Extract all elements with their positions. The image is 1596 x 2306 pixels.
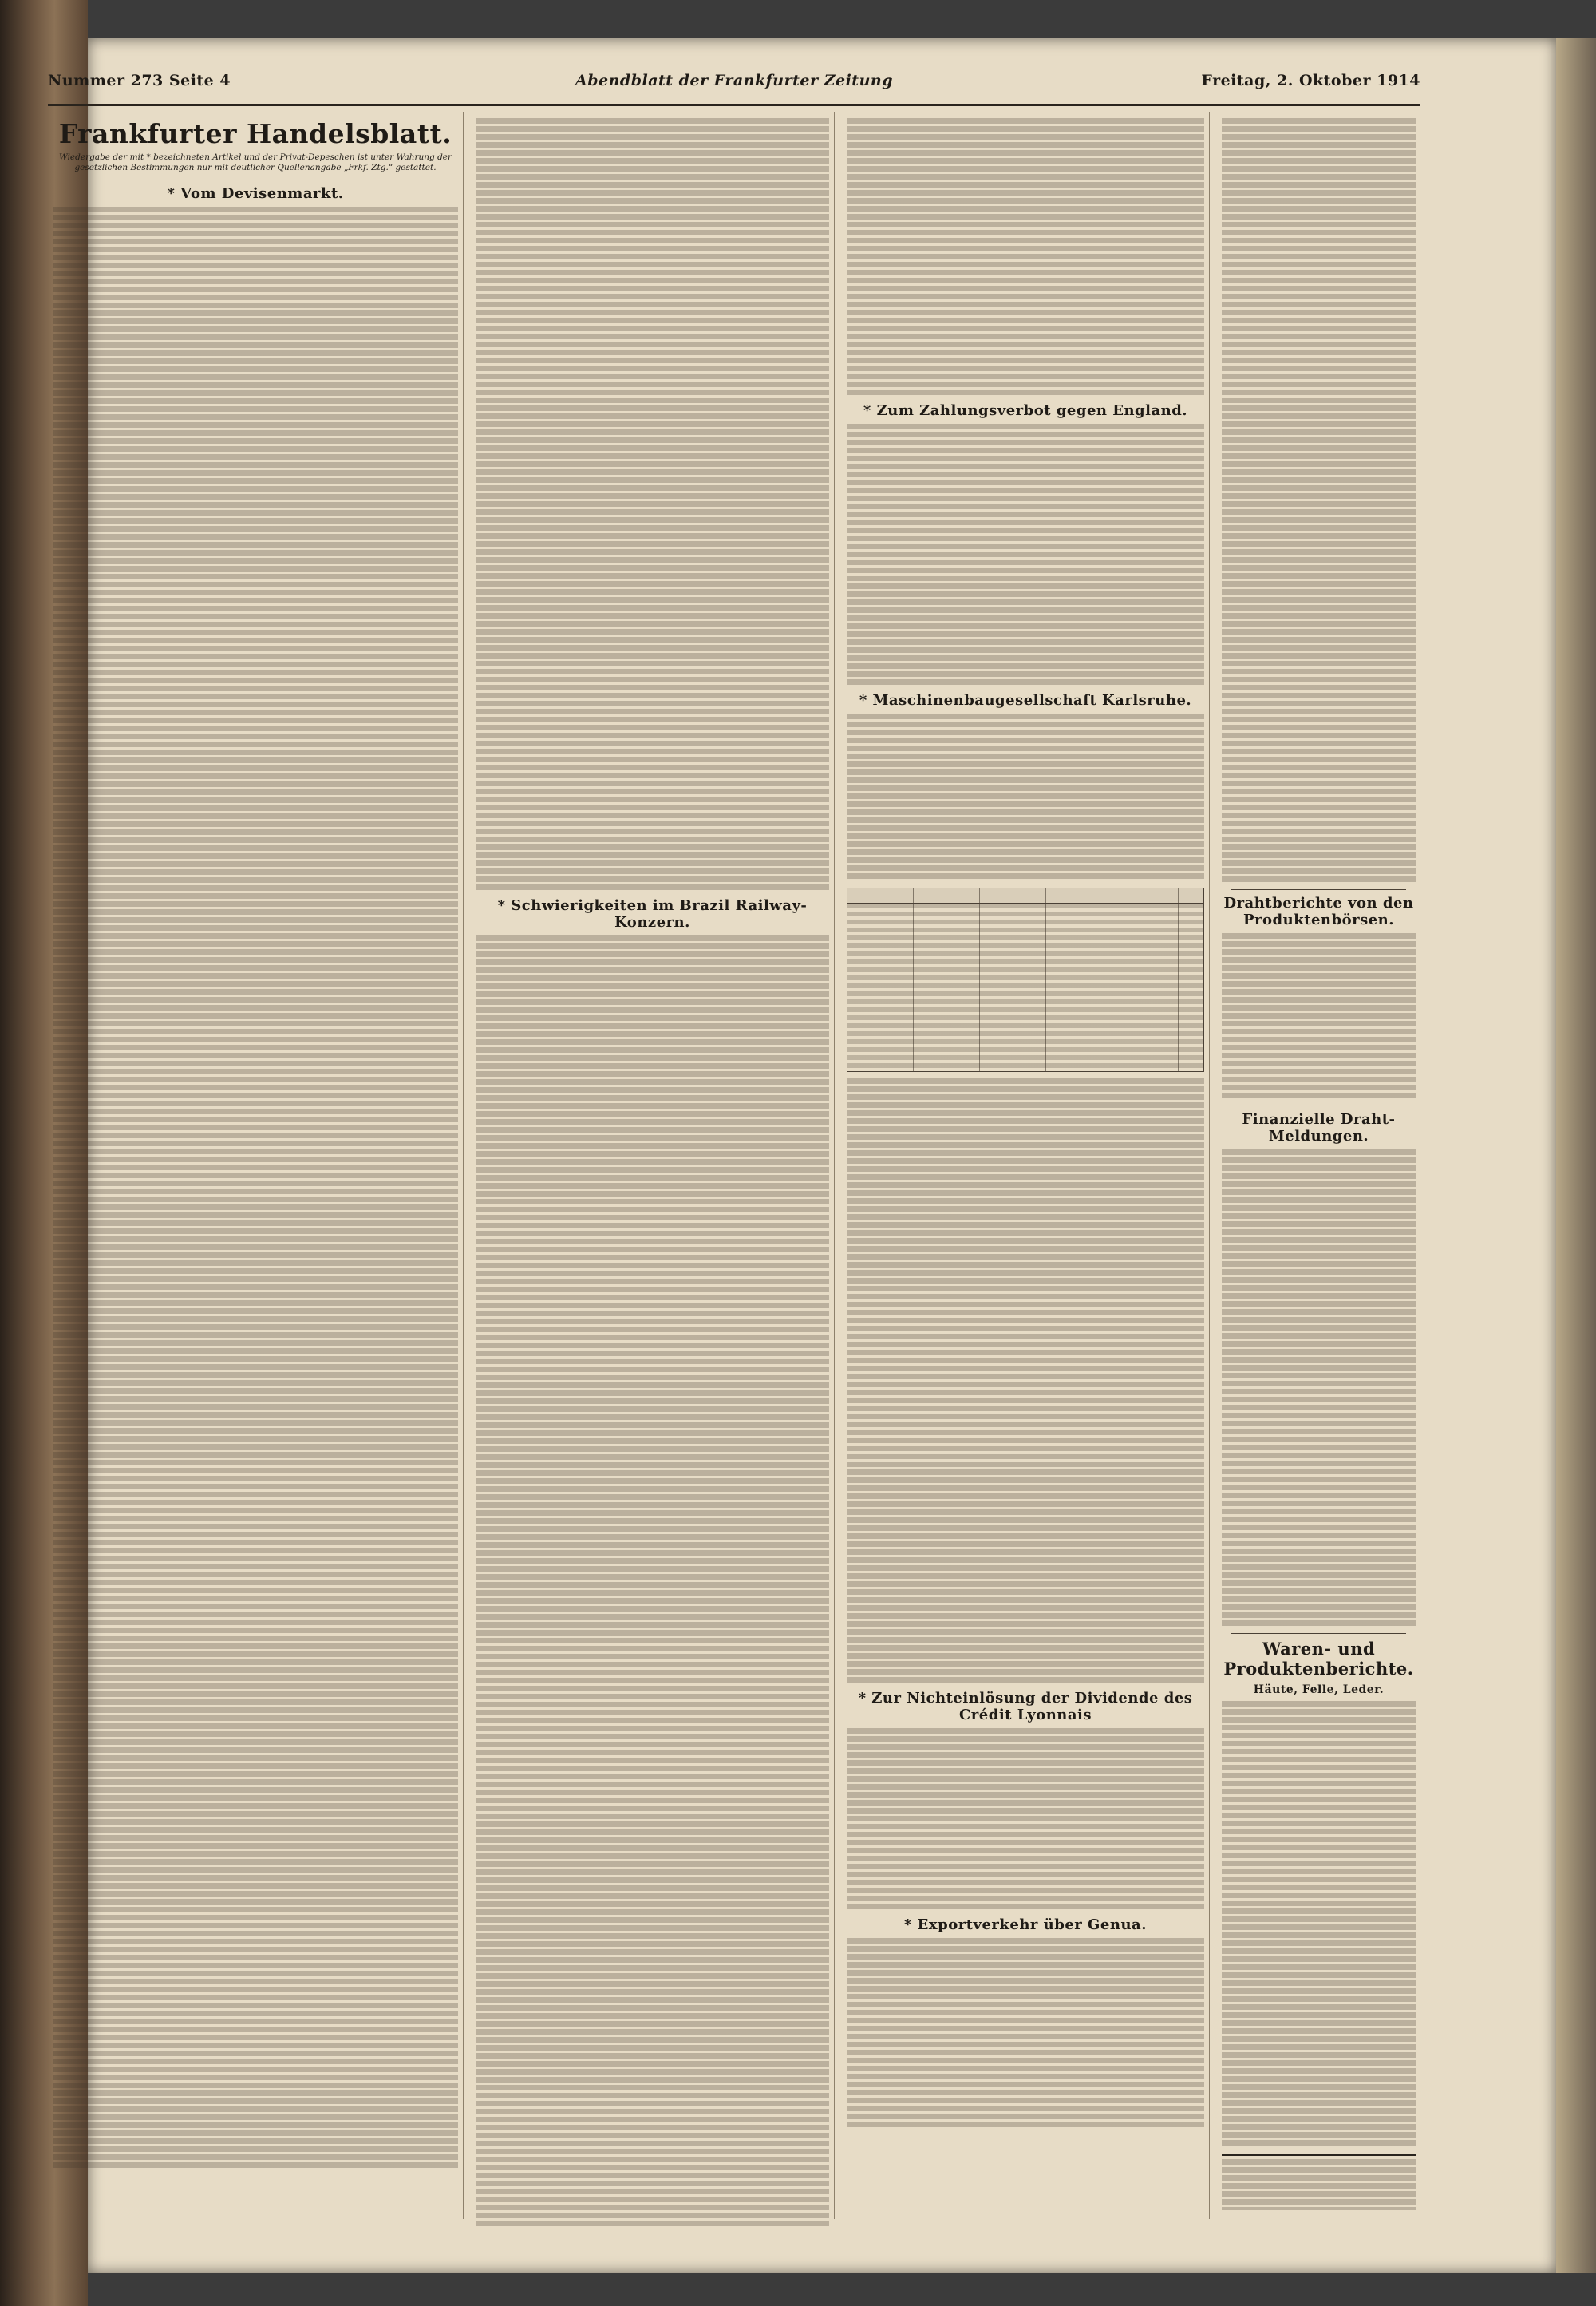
section-title-warenberichte: Waren- und Produktenberichte.	[1223, 1639, 1414, 1679]
subsection-title-haeute: Häute, Felle, Leder.	[1253, 1683, 1385, 1696]
divider	[1231, 1633, 1406, 1634]
divider	[1231, 889, 1406, 890]
section-body-warenberichte	[1222, 1701, 1416, 2148]
section-title-finanzielle-meldungen: Finanzielle Draht-Meldungen.	[1242, 1111, 1396, 1145]
financial-table	[847, 888, 1204, 1072]
article-body-credit-lyonnais	[847, 1728, 1204, 1912]
article-body-maschinenbau	[847, 714, 1204, 881]
column-1	[48, 112, 464, 2219]
masthead	[48, 72, 1420, 106]
page-edge	[1556, 38, 1596, 2273]
newspaper-name: Abendblatt der Frankfurter Zeitung	[575, 72, 893, 89]
section-body-finanzielle-meldungen	[1222, 1149, 1416, 1628]
article-title-brazil-railway: * Schwierigkeiten im Brazil Railway-Konzern.	[497, 897, 808, 931]
article-title-genua: * Exportverkehr über Genua.	[904, 1916, 1147, 1933]
article-body-genua	[847, 1938, 1204, 2130]
footer-divider	[1222, 2154, 1416, 2156]
table-header-row	[847, 888, 1203, 904]
column-3	[842, 112, 1210, 2219]
table-body	[847, 904, 1203, 1071]
article-body-devisenmarkt	[53, 207, 458, 2170]
article-body-column3-middle	[847, 1078, 1204, 1685]
article-body-zahlungsverbot	[847, 424, 1204, 687]
article-title-credit-lyonnais: * Zur Nichteinlösung der Dividende des Crédit Lyonnais	[858, 1690, 1193, 1723]
page-title: Frankfurter Handelsblatt.	[58, 118, 452, 149]
publisher-imprint	[1222, 2159, 1416, 2210]
issue-date: Freitag, 2. Oktober 1914	[1201, 72, 1420, 89]
issue-number: Nummer 273 Seite 4	[48, 72, 231, 89]
article-title-devisenmarkt: * Vom Devisenmarkt.	[167, 185, 344, 202]
copyright-notice: Wiedergabe der mit * bezeichneten Artikel und der Privat-Depeschen ist unter Wahrung der gesetzlichen Bestimmungen nur mit deutlicher Quellenangabe „Frkf. Ztg.“ gestattet.	[58, 152, 452, 172]
article-body-continued	[476, 118, 829, 892]
article-title-maschinenbau: * Maschinenbaugesellschaft Karlsruhe.	[859, 692, 1192, 709]
article-body-column4-top	[1222, 118, 1416, 884]
section-body-produktenboersen	[1222, 933, 1416, 1101]
column-2	[471, 112, 835, 2219]
column-4	[1217, 112, 1420, 2219]
section-title-produktenboersen: Drahtberichte von den Produktenbörsen.	[1223, 895, 1414, 928]
article-title-zahlungsverbot: * Zum Zahlungsverbot gegen England.	[863, 402, 1188, 419]
article-body-brazil-railway	[476, 935, 829, 2229]
article-body-column3-top	[847, 118, 1204, 398]
